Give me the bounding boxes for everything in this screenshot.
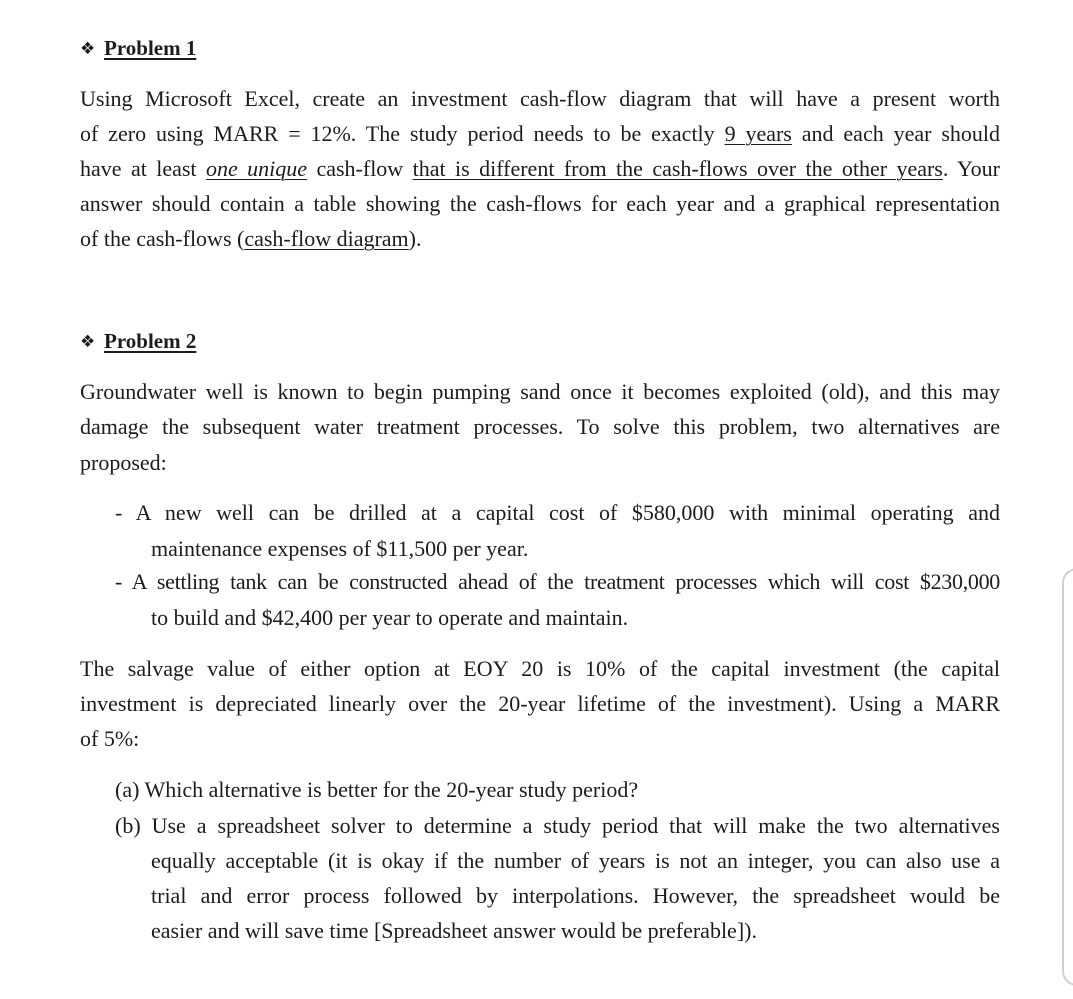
problem-1-line-2: of zero using MARR = 12%. The study period needs to be exactly 9 years and each year should [80,121,1001,146]
question-b-line-4: easier and will save time [Spreadsheet answer would be preferable]). [151,918,757,943]
problem-2-heading [80,331,196,352]
salvage-line-2: investment is depreciated linearly over the 20-year lifetime of the investment). Using a MARR [80,691,1000,716]
question-a: (a) Which alternative is better for the 20-year study period? [115,777,639,802]
study-period-emphasis: 9 years [724,121,792,146]
problem-1-line-5: of the cash-flows (cash-flow diagram). [80,226,422,251]
diamond-bullet-icon: ❖ [80,332,96,352]
salvage-line-1: The salvage value of either option at EOY 20 is 10% of the capital investment (the capital [80,656,1000,681]
problem-1-line-4: answer should contain a table showing the cash-flows for each year and a graphical representation [80,191,1000,216]
scroll-edge-overlay [1062,568,1073,986]
alternative-2-line-2: to build and $42,400 per year to operate and maintain. [151,605,629,630]
problem-2-intro-line-2: damage the subsequent water treatment processes. To solve this problem, two alternatives are [80,414,1000,439]
alternative-2-line-1: - A settling tank can be constructed ahead of the treatment processes which will cost $230,000 [115,569,1000,594]
problem-2-intro-line-3: proposed: [80,450,167,475]
alternative-1-line-1: - A new well can be drilled at a capital cost of $580,000 with minimal operating and [115,500,1000,525]
question-b-line-2: equally acceptable (it is okay if the number of years is not an integer, you can also use a [151,848,1000,873]
question-b-line-1: (b) Use a spreadsheet solver to determine a study period that will make the two alternatives [115,813,1000,838]
problem-2-title: Problem 2 [104,329,197,353]
salvage-line-3: of 5%: [80,726,140,751]
question-b-line-3: trial and error process followed by interpolations. However, the spreadsheet would be [151,883,1000,908]
problem-1-title: Problem 1 [104,36,197,60]
alternative-1-line-2: maintenance expenses of $11,500 per year. [151,536,529,561]
problem-1-line-1: Using Microsoft Excel, create an investment cash-flow diagram that will have a present worth [80,86,1000,111]
diamond-bullet-icon: ❖ [80,39,96,59]
different-cashflow-emphasis: that is different from the cash-flows over the other years [412,156,943,181]
problem-1-line-3: have at least one unique cash-flow that is different from the cash-flows over the other years. Your [80,156,1000,181]
problem-2-intro-line-1: Groundwater well is known to begin pumping sand once it becomes exploited (old), and this may [80,379,1000,404]
cash-flow-diagram-emphasis: cash-flow diagram [244,226,409,251]
unique-emphasis: one unique [205,156,308,181]
problem-1-heading [80,38,196,59]
